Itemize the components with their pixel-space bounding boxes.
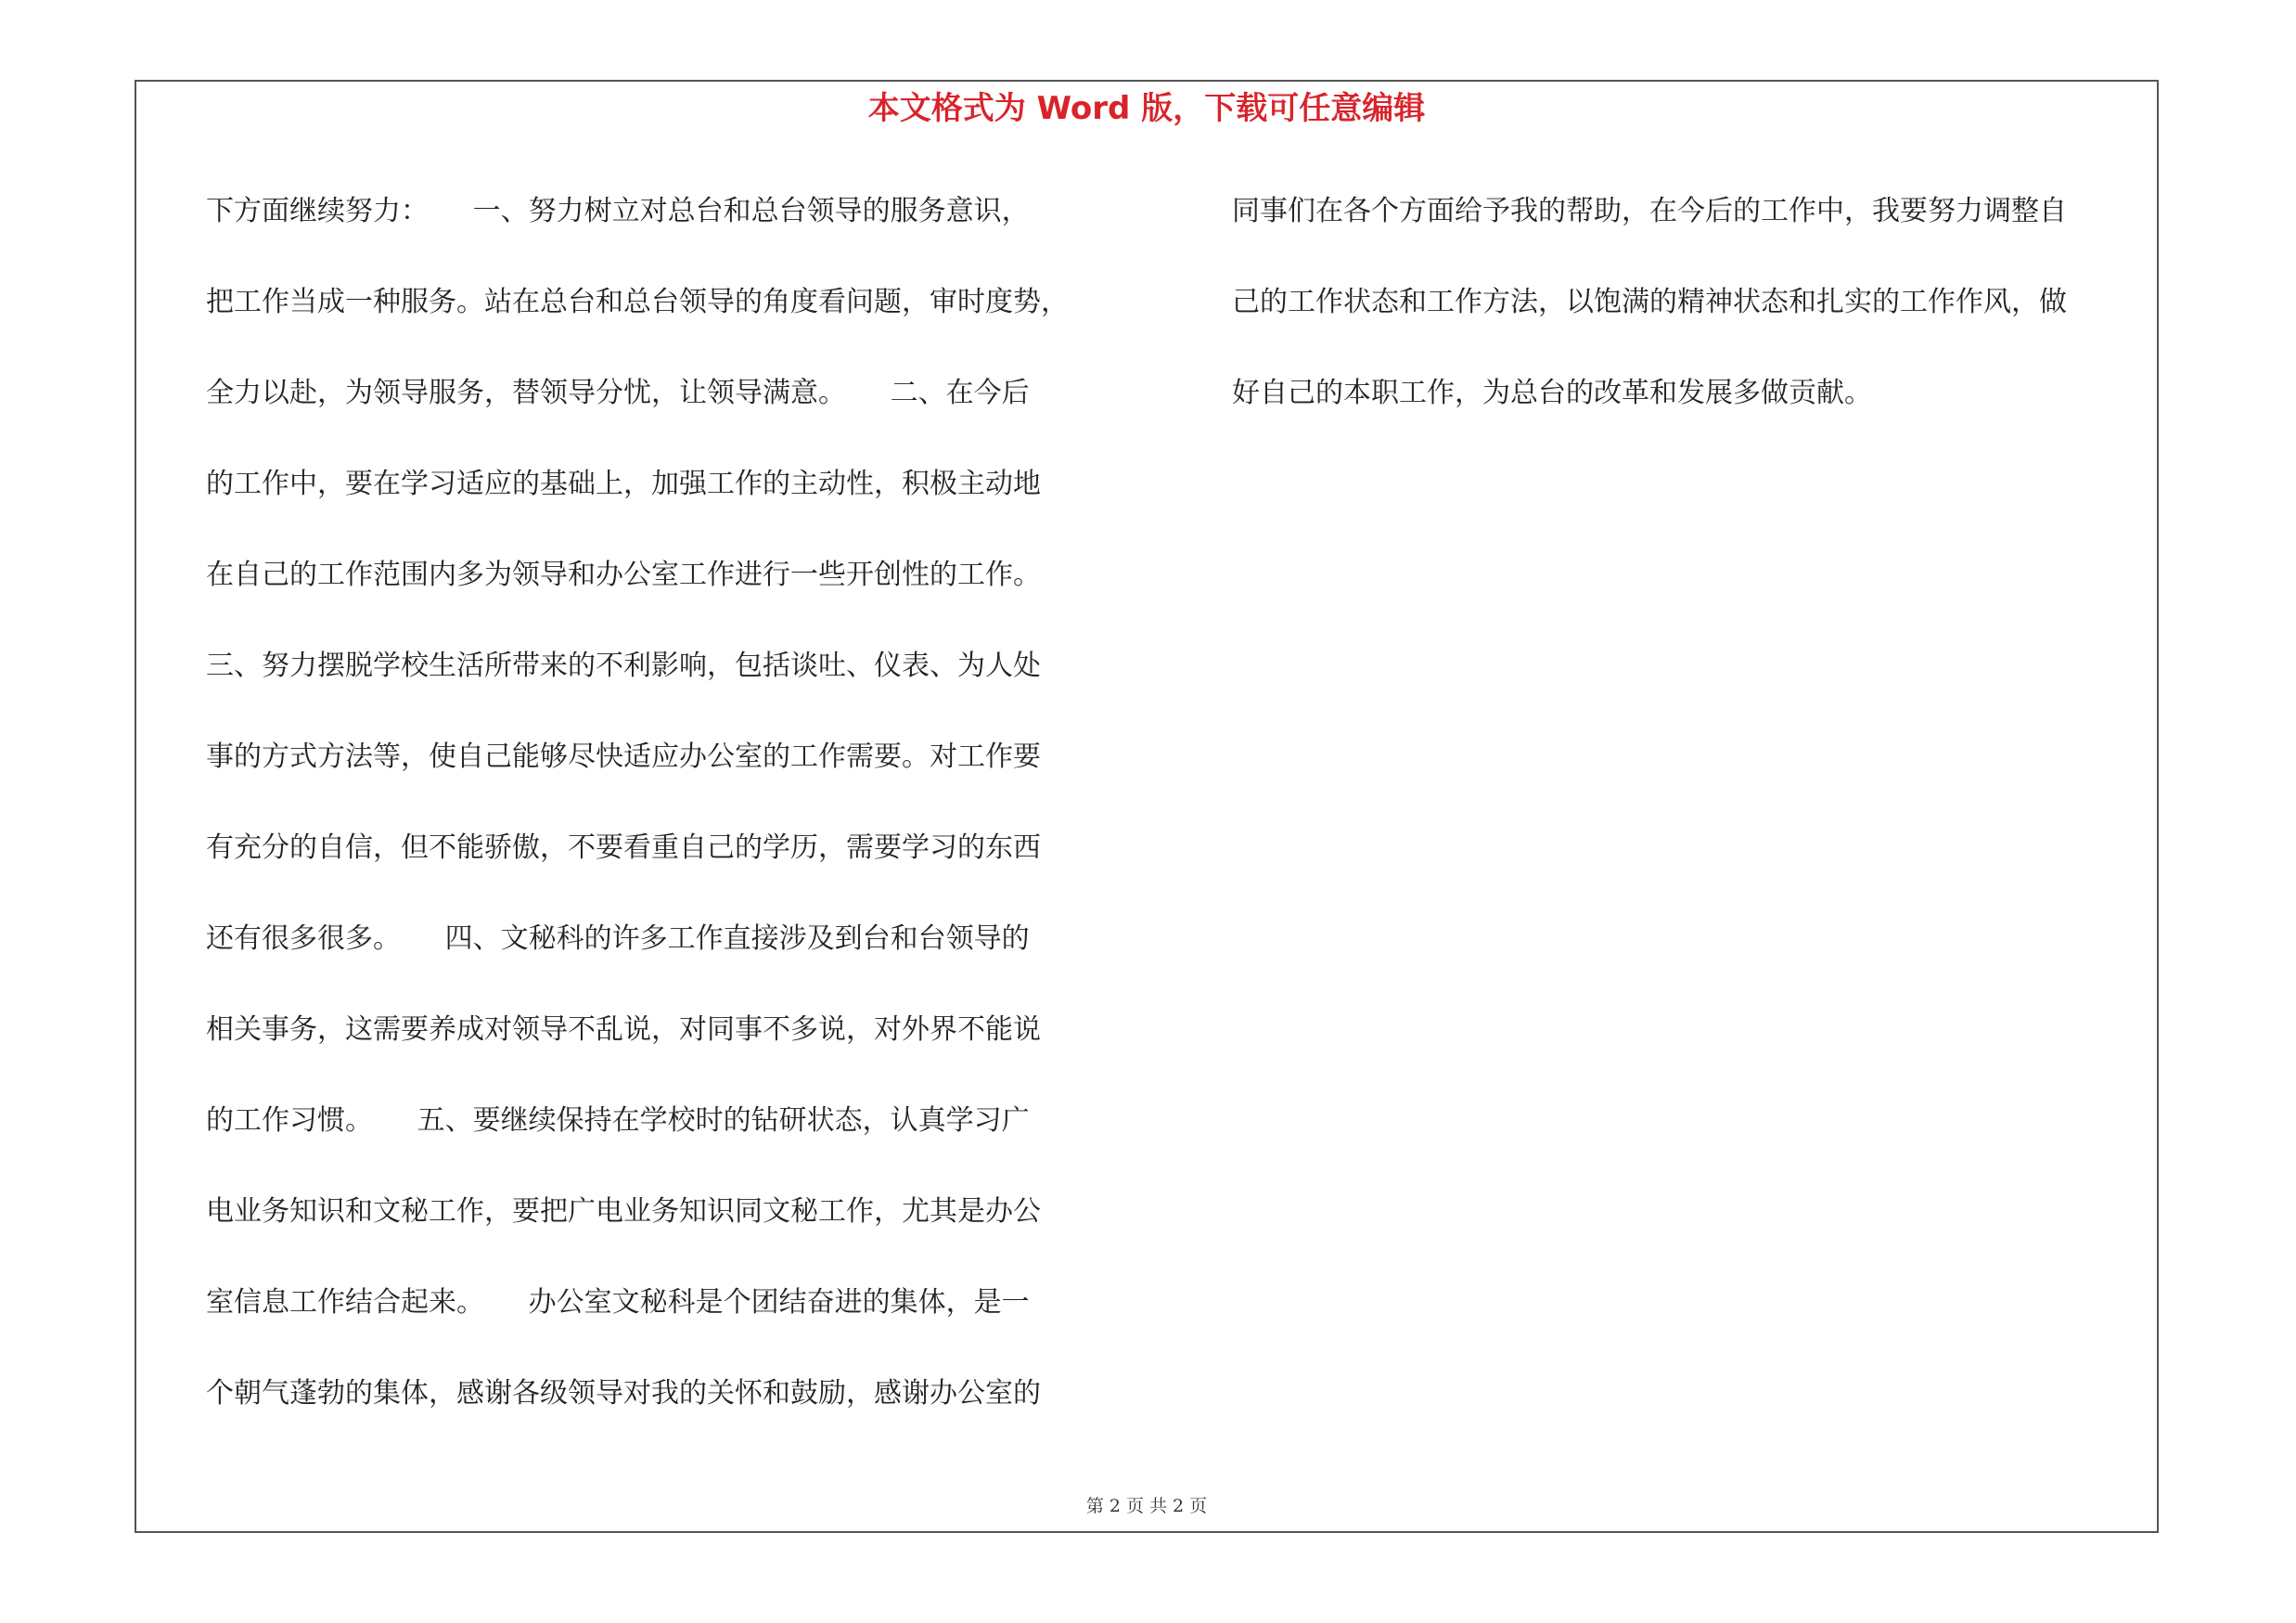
- left-text-column: [206, 184, 1171, 1457]
- text-line: 同事们在各个方面给予我的帮助，在今后的工作中，我要努力调整自: [1232, 195, 2067, 227]
- text-line: 室信息工作结合起来。 办公室文秘科是个团结奋进的集体，是一: [206, 1286, 1030, 1319]
- text-line: 下方面继续努力： 一、努力树立对总台和总台领导的服务意识，: [206, 195, 1030, 227]
- page-number-footer: 第 2 页 共 2 页: [1085, 1496, 1208, 1516]
- right-text-column: [1232, 184, 2150, 457]
- text-line: 还有很多很多。 四、文秘科的许多工作直接涉及到台和台领导的: [206, 922, 1030, 955]
- text-line: 好自己的本职工作，为总台的改革和发展多做贡献。: [1232, 377, 1872, 409]
- text-line: 把工作当成一种服务。站在总台和总台领导的角度看问题，审时度势，: [206, 286, 1069, 318]
- text-line: 相关事务，这需要养成对领导不乱说，对同事不多说，对外界不能说: [206, 1013, 1041, 1046]
- text-line: 三、努力摆脱学校生活所带来的不利影响，包括谈吐、仪表、为人处: [206, 650, 1041, 682]
- text-line: 在自己的工作范围内多为领导和办公室工作进行一些开创性的工作。: [206, 559, 1041, 591]
- text-line: 的工作习惯。 五、要继续保持在学校时的钻研状态，认真学习广: [206, 1104, 1030, 1137]
- text-line: 的工作中，要在学习适应的基础上，加强工作的主动性，积极主动地: [206, 468, 1041, 500]
- text-line: 事的方式方法等，使自己能够尽快适应办公室的工作需要。对工作要: [206, 741, 1041, 773]
- text-line: 有充分的自信，但不能骄傲，不要看重自己的学历，需要学习的东西: [206, 831, 1041, 864]
- text-line: 己的工作状态和工作方法，以饱满的精神状态和扎实的工作作风，做: [1232, 286, 2067, 318]
- text-line: 个朝气蓬勃的集体，感谢各级领导对我的关怀和鼓励，感谢办公室的: [206, 1377, 1041, 1410]
- text-line: 电业务知识和文秘工作，要把广电业务知识同文秘工作，尤其是办公: [206, 1195, 1041, 1228]
- document-banner: 本文格式为 Word 版，下载可任意编辑: [867, 90, 1426, 127]
- text-line: 全力以赴，为领导服务，替领导分忧，让领导满意。 二、在今后: [206, 377, 1030, 409]
